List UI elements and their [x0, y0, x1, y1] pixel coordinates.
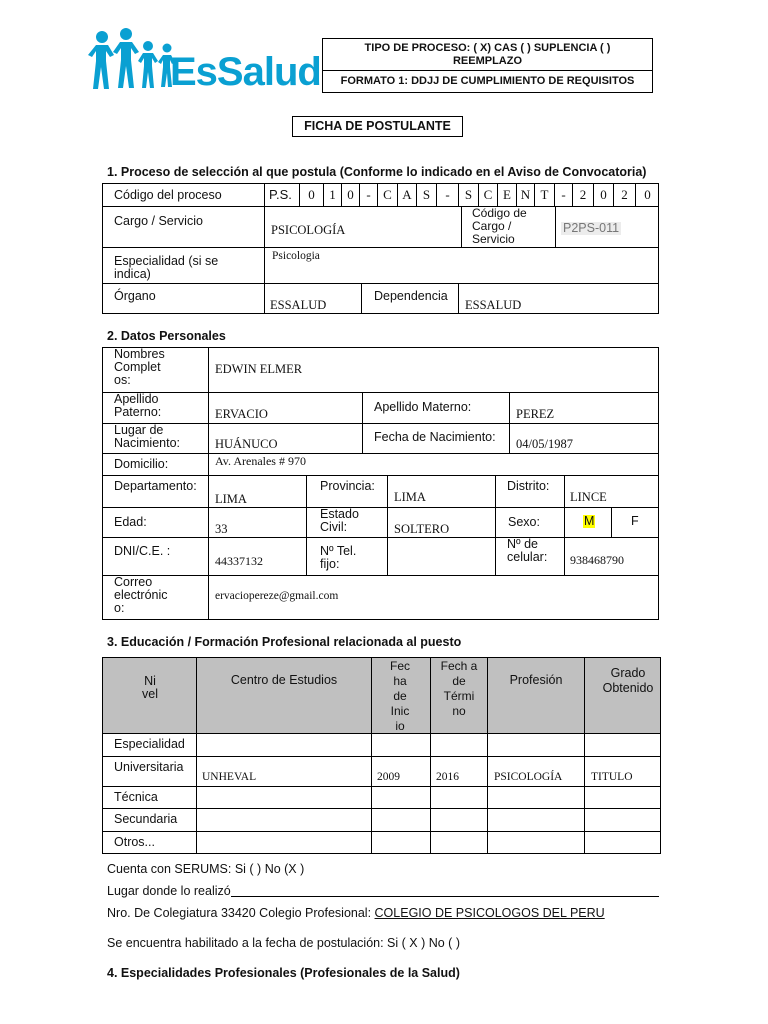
section2-title: 2. Datos Personales	[107, 329, 226, 343]
email-value: ervacioperezе@gmail.com	[215, 590, 339, 602]
birthplace-value: HUÁNUCO	[215, 437, 278, 451]
maternal-label: Apellido Materno:	[374, 400, 472, 414]
full-names-value: EDWIN ELMER	[215, 362, 303, 376]
process-code-char: 2	[614, 184, 636, 207]
process-code-char: -	[360, 184, 378, 207]
edu-center-cell: UNHEVAL	[202, 771, 257, 783]
format-box	[322, 70, 653, 93]
cell-value: 938468790	[570, 553, 624, 567]
dni-label: DNI/C.E. :	[114, 544, 171, 558]
process-code-char: 0	[300, 184, 324, 207]
maternal-value: PEREZ	[516, 407, 555, 421]
section3-title: 3. Educación / Formación Profesional relacionada al puesto	[107, 635, 462, 649]
birthplace-label: Lugar de Nacimiento:	[114, 423, 180, 450]
section4-title: 4. Especialidades Profesionales (Profesionales de la Salud)	[107, 966, 460, 980]
department-label: Departamento:	[114, 479, 197, 493]
serums-line: Cuenta con SERUMS: Si ( ) No (X )	[107, 862, 305, 876]
organ-value: ESSALUD	[270, 298, 327, 312]
birthdate-value: 04/05/1987	[516, 437, 573, 451]
form-title-box	[292, 116, 463, 137]
edu-end-cell: 2016	[436, 771, 459, 783]
specialty-label: Especialidad (si se indica)	[114, 254, 219, 281]
process-code-char: T	[535, 184, 555, 207]
serums-place-blank	[231, 896, 659, 897]
serums-place-label: Lugar donde lo realizó	[107, 884, 231, 898]
college-line	[107, 906, 605, 920]
edu-level-cell: Técnica	[114, 790, 158, 804]
process-code-char: 1	[324, 184, 342, 207]
process-code-char: 0	[644, 187, 651, 202]
education-header-row	[103, 658, 660, 733]
form-title: FICHA DE POSTULANTE	[304, 119, 451, 133]
family-logo-icon	[88, 28, 180, 92]
address-value: Av. Arenales # 970	[215, 454, 306, 468]
serums-place-line	[107, 884, 659, 898]
process-code-char: 2	[573, 184, 594, 207]
edu-start-cell: 2009	[377, 771, 400, 783]
full-names-label: Nombres Complet os:	[114, 347, 165, 387]
college-name: COLEGIO DE PSICOLOGOS DEL PERU	[374, 906, 605, 920]
edu-header-center: Centro de Estudios	[230, 673, 338, 687]
birthdate-label: Fecha de Nacimiento:	[374, 430, 496, 444]
process-type-box	[322, 38, 653, 71]
process-code-label: Código del proceso	[114, 188, 222, 202]
essalud-logo	[88, 28, 321, 94]
edu-level-cell: Secundaria	[114, 812, 178, 826]
edu-header-profession: Profesión	[509, 673, 563, 687]
sex-f-option: F	[631, 514, 639, 528]
phone-label: Nº Tel. fijo:	[320, 544, 357, 571]
edu-level-cell: Especialidad	[114, 737, 185, 751]
age-label: Edad:	[114, 515, 147, 529]
process-code-char: -	[555, 184, 573, 207]
district-label: Distrito:	[507, 479, 550, 493]
province-value: LIMA	[394, 490, 426, 504]
dependency-value: ESSALUD	[465, 298, 522, 312]
civil-value: SOLTERO	[394, 522, 450, 536]
organ-label: Órgano	[114, 289, 156, 303]
process-code-char: A	[398, 184, 417, 207]
process-code-char: 0	[594, 184, 614, 207]
college-prefix: Nro. De Colegiatura 33420 Colegio Profesional:	[107, 906, 375, 920]
process-type-text: TIPO DE PROCESO: ( X) CAS ( ) SUPLENCIA ( ) REEMPLAZO	[364, 42, 611, 67]
paternal-value: ERVACIO	[215, 407, 268, 421]
position-value: PSICOLOGÍA	[271, 223, 346, 237]
address-label: Domicilio:	[114, 457, 169, 471]
position-code-value: P2PS-011	[563, 221, 620, 235]
enabled-line: Se encuentra habilitado a la fecha de postulación: Si ( X ) No ( )	[107, 936, 460, 950]
department-value: LIMA	[215, 492, 247, 506]
dni-value: 44337132	[215, 554, 263, 568]
position-label: Cargo / Servicio	[114, 214, 203, 228]
email-label: Correo electrónic o:	[114, 575, 168, 615]
format-text: FORMATO 1: DDJJ DE CUMPLIMIENTO DE REQUISITOS	[340, 75, 635, 87]
district-value: LINCE	[570, 490, 607, 504]
edu-header-degree: Grado Obtenido	[602, 666, 654, 695]
edu-level-cell: Universitaria	[114, 760, 184, 774]
sex-m-option: M	[584, 514, 595, 528]
process-code-char: C	[479, 184, 498, 207]
paternal-label: Apellido Paterno:	[114, 392, 162, 419]
process-code-char: P.S.	[265, 184, 300, 207]
edu-level-cell: Otros...	[114, 835, 155, 849]
edu-header-end: Fech a de Térmi no	[440, 659, 478, 718]
province-label: Provincia:	[320, 479, 375, 493]
logo-text: EsSalud	[170, 50, 321, 94]
age-value: 33	[215, 522, 228, 536]
specialty-value: Psicologia	[272, 250, 320, 262]
process-code-char: C	[378, 184, 398, 207]
edu-profession-cell: PSICOLOGÍA	[494, 771, 563, 783]
process-code-char: 0	[342, 184, 360, 207]
edu-degree-cell: TITULO	[591, 771, 633, 783]
civil-label: Estado Civil:	[320, 507, 359, 534]
edu-header-start: Fec ha de Inic io	[389, 659, 410, 733]
edu-header-level: Ni vel	[142, 674, 158, 701]
position-code-label: Código de Cargo / Servicio	[472, 206, 527, 246]
process-code-char: E	[498, 184, 517, 207]
process-code-char: N	[517, 184, 535, 207]
process-code-char: S	[417, 184, 437, 207]
process-code-char: S	[459, 184, 479, 207]
section1-title: 1. Proceso de selección al que postula (Conforme lo indicado en el Aviso de Convocatoria)	[107, 165, 647, 179]
cell-label: Nº de celular:	[507, 537, 548, 564]
sex-label: Sexo:	[508, 515, 540, 529]
dependency-label: Dependencia	[374, 289, 448, 303]
process-code-char: -	[437, 184, 459, 207]
